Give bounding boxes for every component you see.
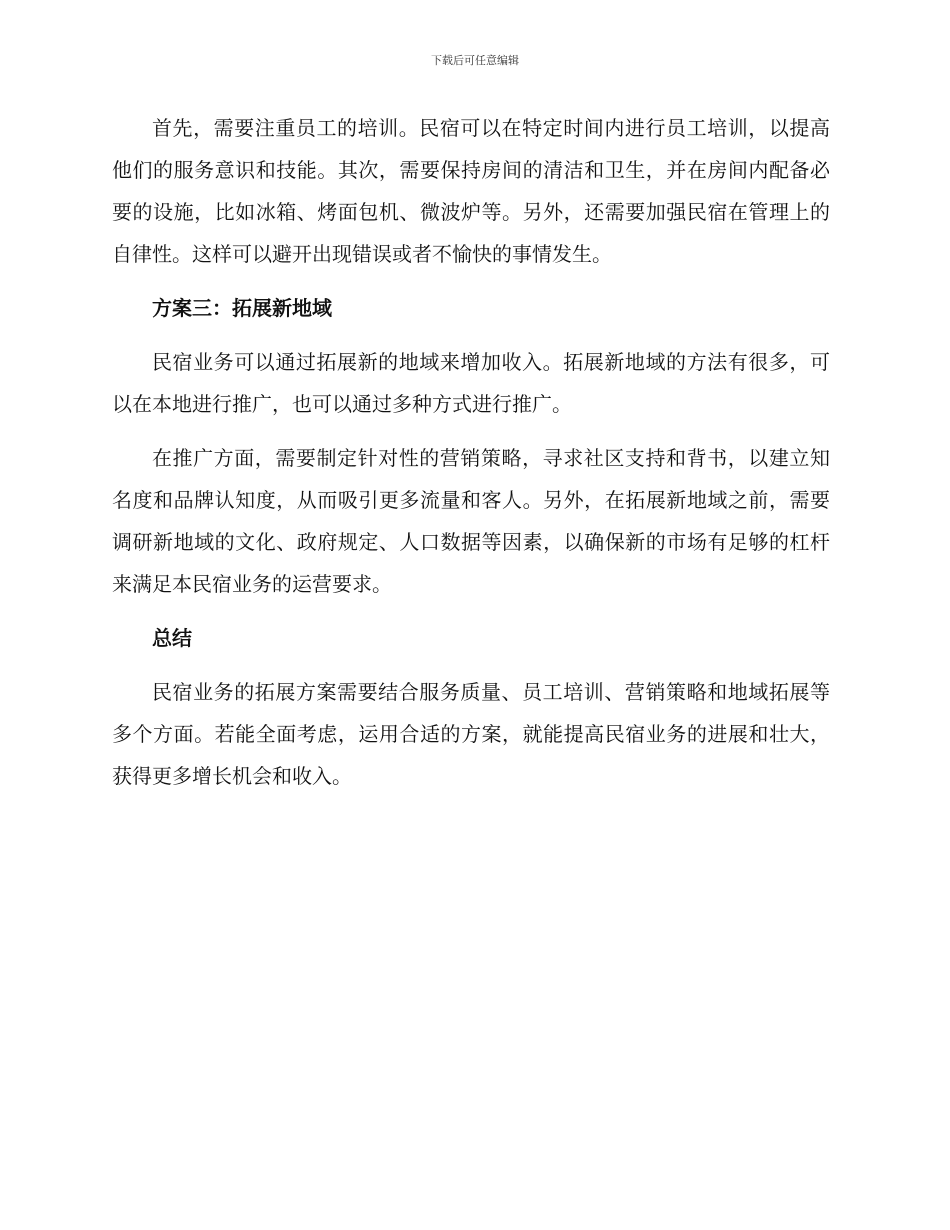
paragraph-staff-training: 首先，需要注重员工的培训。民宿可以在特定时间内进行员工培训，以提高他们的服务意识和技能。其次，需要保持房间的清洁和卫生，并在房间内配备必要的设施，比如冰箱、烤面包机、微波炉等。另外，还需要加强民宿在管理上的自律性。这样可以避开出现错误或者不愉快的事情发生。: [112, 116, 830, 266]
section-heading-summary: 总结: [152, 626, 192, 650]
page-header: 下载后可任意编辑: [431, 54, 519, 67]
paragraph-expand-regions: 民宿业务可以通过拓展新的地域来增加收入。拓展新地域的方法有很多，可以在本地进行推广，也可以通过多种方式进行推广。: [112, 350, 830, 416]
paragraph-promotion: 在推广方面，需要制定针对性的营销策略，寻求社区支持和背书，以建立知名度和品牌认知度，从而吸引更多流量和客人。另外，在拓展新地域之前，需要调研新地域的文化、政府规定、人口数据等因素，以确保新的市场有足够的杠杆来满足本民宿业务的运营要求。: [112, 446, 830, 596]
document-body: [112, 107, 830, 797]
paragraph-summary: 民宿业务的拓展方案需要结合服务质量、员工培训、营销策略和地域拓展等多个方面。若能全面考虑，运用合适的方案，就能提高民宿业务的进展和壮大，获得更多增长机会和收入。: [112, 680, 830, 788]
section-heading-plan-three: 方案三：拓展新地域: [152, 296, 332, 320]
